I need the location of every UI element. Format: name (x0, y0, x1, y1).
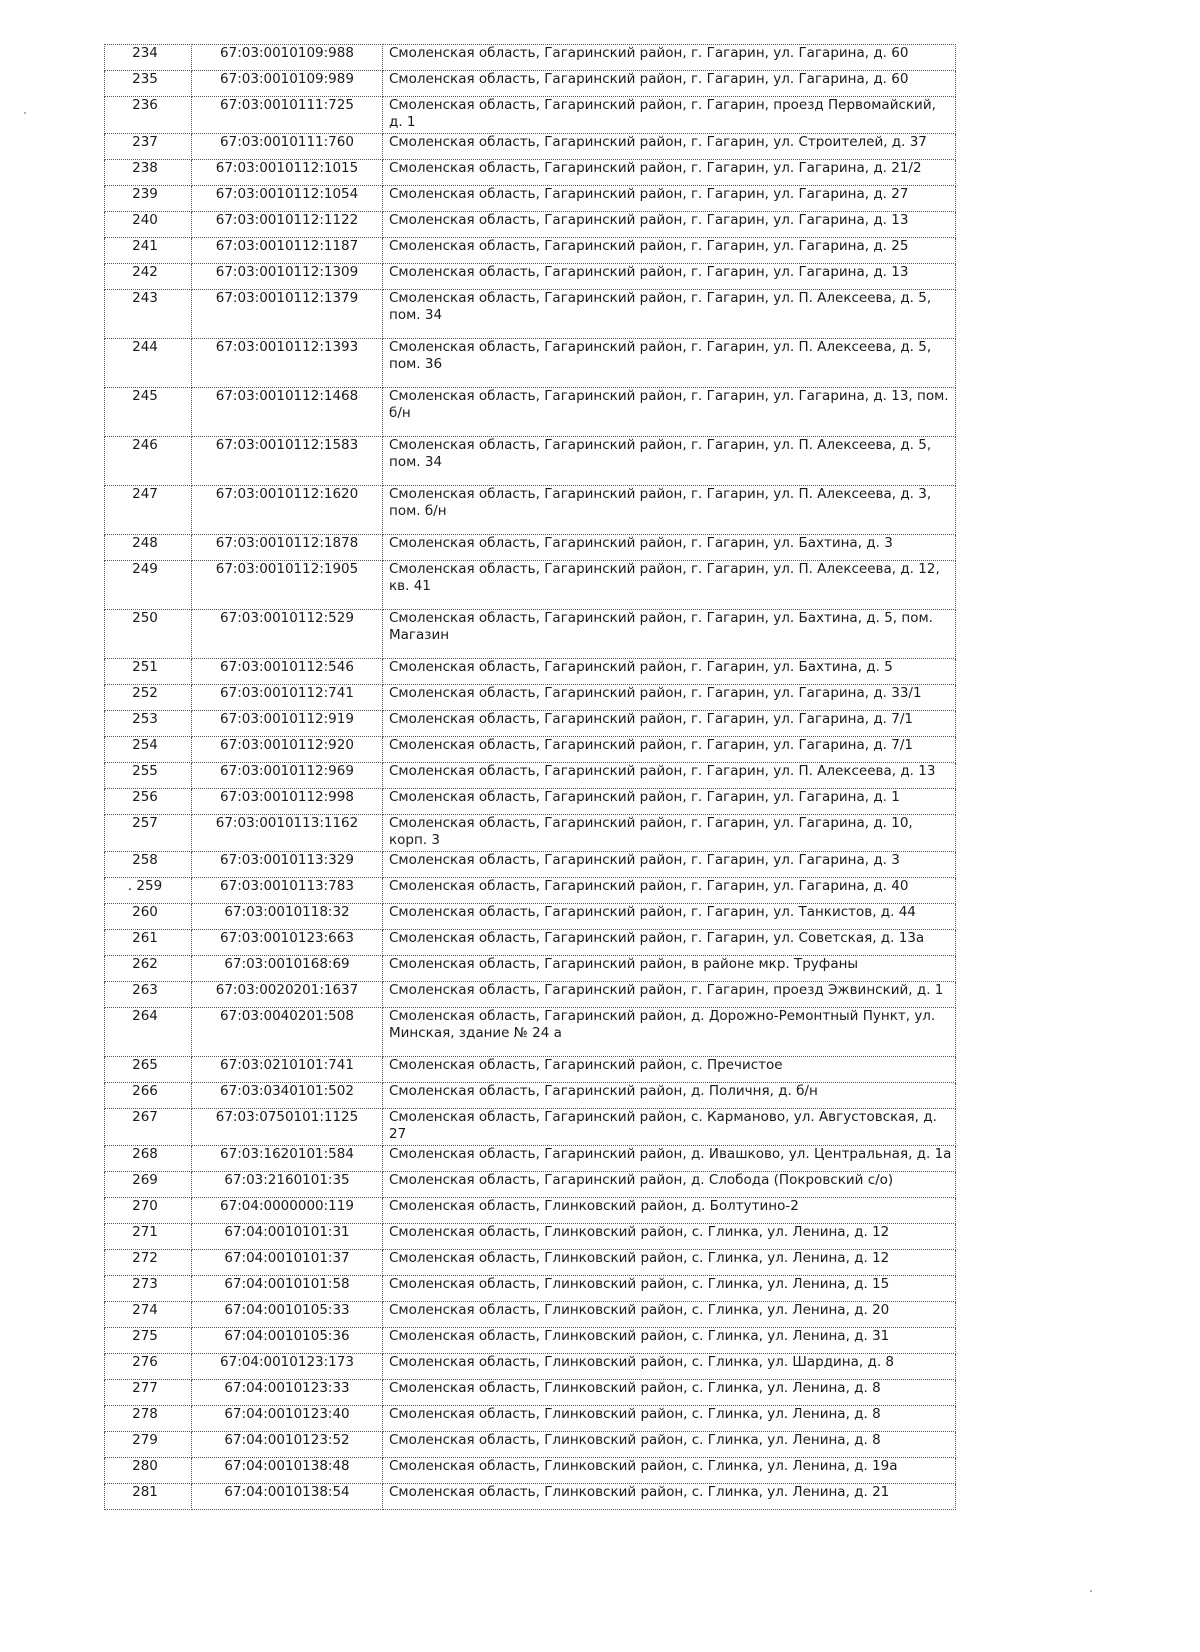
table-row (105, 982, 956, 1008)
table-row (105, 1083, 956, 1109)
cadastral-number-cell: 67:03:0750101:1125 (192, 1109, 383, 1146)
cadastral-number-cell: 67:04:0000000:119 (192, 1198, 383, 1224)
row-number-cell: 262 (105, 956, 192, 982)
cadastral-number-cell: 67:03:1620101:584 (192, 1146, 383, 1172)
row-number-cell: 237 (105, 134, 192, 160)
table-row (105, 1406, 956, 1432)
address-cell: Смоленская область, Гагаринский район, г. Гагарин, проезд Эжвинский, д. 1 (383, 982, 956, 1008)
cadastral-number-cell: 67:03:0010113:329 (192, 852, 383, 878)
address-cell: Смоленская область, Глинковский район, с. Глинка, ул. Ленина, д. 15 (383, 1276, 956, 1302)
table-row (105, 956, 956, 982)
row-number-cell: 239 (105, 186, 192, 212)
row-number-cell: 250 (105, 610, 192, 659)
cadastral-number-cell: 67:03:0010113:1162 (192, 815, 383, 852)
address-cell: Смоленская область, Гагаринский район, г. Гагарин, ул. Гагарина, д. 7/1 (383, 711, 956, 737)
table-row (105, 737, 956, 763)
address-cell: Смоленская область, Гагаринский район, г. Гагарин, ул. П. Алексеева, д. 5, пом. 34 (383, 290, 956, 339)
row-number-cell: 274 (105, 1302, 192, 1328)
cadastral-number-cell: 67:03:0010168:69 (192, 956, 383, 982)
row-number-cell: 257 (105, 815, 192, 852)
table-row (105, 852, 956, 878)
table-row (105, 212, 956, 238)
cadastral-number-cell: 67:03:0010111:725 (192, 97, 383, 134)
table-row (105, 264, 956, 290)
address-cell: Смоленская область, Гагаринский район, г. Гагарин, ул. П. Алексеева, д. 5, пом. 36 (383, 339, 956, 388)
address-cell: Смоленская область, Глинковский район, д. Болтутино-2 (383, 1198, 956, 1224)
address-cell: Смоленская область, Гагаринский район, г. Гагарин, ул. Гагарина, д. 60 (383, 71, 956, 97)
table-row (105, 339, 956, 388)
table-row (105, 1008, 956, 1057)
address-cell: Смоленская область, Глинковский район, с. Глинка, ул. Ленина, д. 31 (383, 1328, 956, 1354)
address-cell: Смоленская область, Гагаринский район, г. Гагарин, проезд Первомайский, д. 1 (383, 97, 956, 134)
row-number-cell: 252 (105, 685, 192, 711)
table-row (105, 1432, 956, 1458)
row-number-cell: 266 (105, 1083, 192, 1109)
cadastral-number-cell: 67:03:0010112:1620 (192, 486, 383, 535)
table-row (105, 561, 956, 610)
address-cell: Смоленская область, Гагаринский район, г. Гагарин, ул. Бахтина, д. 5, пом. Магазин (383, 610, 956, 659)
row-number-cell: 240 (105, 212, 192, 238)
table-row (105, 238, 956, 264)
address-cell: Смоленская область, Гагаринский район, д. Слобода (Покровский с/о) (383, 1172, 956, 1198)
cadastral-number-cell: 67:03:0010112:1309 (192, 264, 383, 290)
table-row (105, 1057, 956, 1083)
cadastral-number-cell: 67:03:0010111:760 (192, 134, 383, 160)
address-cell: Смоленская область, Глинковский район, с. Глинка, ул. Шардина, д. 8 (383, 1354, 956, 1380)
row-number-cell: 275 (105, 1328, 192, 1354)
cadastral-number-cell: 67:04:0010101:31 (192, 1224, 383, 1250)
cadastral-number-cell: 67:04:0010123:52 (192, 1432, 383, 1458)
cadastral-number-cell: 67:03:0020201:1637 (192, 982, 383, 1008)
row-number-cell: 255 (105, 763, 192, 789)
address-cell: Смоленская область, Глинковский район, с. Глинка, ул. Ленина, д. 12 (383, 1224, 956, 1250)
address-cell: Смоленская область, Глинковский район, с. Глинка, ул. Ленина, д. 21 (383, 1484, 956, 1510)
cadastral-number-cell: 67:03:0010112:1393 (192, 339, 383, 388)
address-cell: Смоленская область, Гагаринский район, г. Гагарин, ул. Строителей, д. 37 (383, 134, 956, 160)
table-row (105, 1354, 956, 1380)
row-number-cell: 269 (105, 1172, 192, 1198)
cadastral-number-cell: 67:03:0010112:1878 (192, 535, 383, 561)
cadastral-number-cell: 67:03:0010112:1054 (192, 186, 383, 212)
cadastral-number-cell: 67:03:2160101:35 (192, 1172, 383, 1198)
row-number-cell: 248 (105, 535, 192, 561)
row-number-cell: 234 (105, 45, 192, 71)
row-number-cell: 243 (105, 290, 192, 339)
table-row (105, 1328, 956, 1354)
cadastral-number-cell: 67:03:0010112:919 (192, 711, 383, 737)
cadastral-number-cell: 67:03:0010113:783 (192, 878, 383, 904)
address-cell: Смоленская область, Гагаринский район, д. Поличня, д. б/н (383, 1083, 956, 1109)
cadastral-number-cell: 67:03:0010112:1905 (192, 561, 383, 610)
table-row (105, 904, 956, 930)
scan-speck (24, 112, 26, 114)
cadastral-number-cell: 67:03:0010112:741 (192, 685, 383, 711)
row-number-cell: 254 (105, 737, 192, 763)
cadastral-number-cell: 67:03:0010112:529 (192, 610, 383, 659)
address-cell: Смоленская область, Гагаринский район, г. Гагарин, ул. Гагарина, д. 7/1 (383, 737, 956, 763)
property-table (104, 44, 956, 1510)
table-row (105, 1146, 956, 1172)
table-row (105, 711, 956, 737)
table-row (105, 1484, 956, 1510)
cadastral-number-cell: 67:03:0010112:1015 (192, 160, 383, 186)
address-cell: Смоленская область, Глинковский район, с. Глинка, ул. Ленина, д. 20 (383, 1302, 956, 1328)
row-number-cell: 265 (105, 1057, 192, 1083)
table-row (105, 1458, 956, 1484)
row-number-cell: 263 (105, 982, 192, 1008)
address-cell: Смоленская область, Гагаринский район, г. Гагарин, ул. Гагарина, д. 13 (383, 212, 956, 238)
row-number-cell: 247 (105, 486, 192, 535)
cadastral-number-cell: 67:03:0010112:1468 (192, 388, 383, 437)
table-row (105, 1172, 956, 1198)
cadastral-number-cell: 67:03:0010112:920 (192, 737, 383, 763)
row-number-cell: 277 (105, 1380, 192, 1406)
address-cell: Смоленская область, Гагаринский район, д. Дорожно-Ремонтный Пункт, ул. Минская, здание № 24 а (383, 1008, 956, 1057)
cadastral-number-cell: 67:04:0010101:58 (192, 1276, 383, 1302)
address-cell: Смоленская область, Гагаринский район, г. Гагарин, ул. П. Алексеева, д. 3, пом. б/н (383, 486, 956, 535)
cadastral-number-cell: 67:04:0010123:173 (192, 1354, 383, 1380)
cadastral-number-cell: 67:03:0010112:1379 (192, 290, 383, 339)
table-row (105, 160, 956, 186)
address-cell: Смоленская область, Гагаринский район, г. Гагарин, ул. Гагарина, д. 60 (383, 45, 956, 71)
table-row (105, 610, 956, 659)
address-cell: Смоленская область, Глинковский район, с. Глинка, ул. Ленина, д. 8 (383, 1380, 956, 1406)
address-cell: Смоленская область, Гагаринский район, г. Гагарин, ул. Гагарина, д. 40 (383, 878, 956, 904)
address-cell: Смоленская область, Гагаринский район, г. Гагарин, ул. Бахтина, д. 5 (383, 659, 956, 685)
row-number-cell: 264 (105, 1008, 192, 1057)
row-number-cell: 251 (105, 659, 192, 685)
address-cell: Смоленская область, Гагаринский район, в районе мкр. Труфаны (383, 956, 956, 982)
address-cell: Смоленская область, Глинковский район, с. Глинка, ул. Ленина, д. 12 (383, 1250, 956, 1276)
cadastral-number-cell: 67:04:0010138:54 (192, 1484, 383, 1510)
row-number-cell: 270 (105, 1198, 192, 1224)
row-number-cell: 280 (105, 1458, 192, 1484)
table-row (105, 535, 956, 561)
address-cell: Смоленская область, Гагаринский район, с. Пречистое (383, 1057, 956, 1083)
address-cell: Смоленская область, Глинковский район, с. Глинка, ул. Ленина, д. 8 (383, 1432, 956, 1458)
cadastral-number-cell: 67:03:0340101:502 (192, 1083, 383, 1109)
row-number-cell: 281 (105, 1484, 192, 1510)
cadastral-number-cell: 67:04:0010105:36 (192, 1328, 383, 1354)
row-number-cell: 246 (105, 437, 192, 486)
row-number-cell: 271 (105, 1224, 192, 1250)
address-cell: Смоленская область, Гагаринский район, г. Гагарин, ул. Бахтина, д. 3 (383, 535, 956, 561)
address-cell: Смоленская область, Глинковский район, с. Глинка, ул. Ленина, д. 8 (383, 1406, 956, 1432)
table-row (105, 388, 956, 437)
table-row (105, 659, 956, 685)
row-number-cell: 245 (105, 388, 192, 437)
row-number-cell: 256 (105, 789, 192, 815)
table-row (105, 763, 956, 789)
cadastral-number-cell: 67:03:0210101:741 (192, 1057, 383, 1083)
row-number-cell: . 259 (105, 878, 192, 904)
row-number-cell: 235 (105, 71, 192, 97)
cadastral-number-cell: 67:03:0010112:969 (192, 763, 383, 789)
table-row (105, 1302, 956, 1328)
address-cell: Смоленская область, Гагаринский район, г. Гагарин, ул. Гагарина, д. 21/2 (383, 160, 956, 186)
table-row (105, 1224, 956, 1250)
address-cell: Смоленская область, Гагаринский район, с. Карманово, ул. Августовская, д. 27 (383, 1109, 956, 1146)
cadastral-number-cell: 67:03:0010112:546 (192, 659, 383, 685)
row-number-cell: 279 (105, 1432, 192, 1458)
table-row (105, 290, 956, 339)
address-cell: Смоленская область, Гагаринский район, г. Гагарин, ул. Советская, д. 13а (383, 930, 956, 956)
address-cell: Смоленская область, Гагаринский район, г. Гагарин, ул. Гагарина, д. 10, корп. 3 (383, 815, 956, 852)
table-row (105, 930, 956, 956)
table-row (105, 437, 956, 486)
address-cell: Смоленская область, Гагаринский район, г. Гагарин, ул. Гагарина, д. 13, пом. б/н (383, 388, 956, 437)
address-cell: Смоленская область, Гагаринский район, г. Гагарин, ул. П. Алексеева, д. 12, кв. 41 (383, 561, 956, 610)
table-row (105, 1276, 956, 1302)
table-row (105, 1380, 956, 1406)
scan-speck (1090, 1590, 1092, 1592)
address-cell: Смоленская область, Гагаринский район, г. Гагарин, ул. Гагарина, д. 13 (383, 264, 956, 290)
table-row (105, 134, 956, 160)
table-row (105, 1250, 956, 1276)
cadastral-number-cell: 67:03:0010109:989 (192, 71, 383, 97)
row-number-cell: 236 (105, 97, 192, 134)
row-number-cell: 244 (105, 339, 192, 388)
row-number-cell: 242 (105, 264, 192, 290)
cadastral-number-cell: 67:03:0040201:508 (192, 1008, 383, 1057)
table-row (105, 45, 956, 71)
table-row (105, 186, 956, 212)
cadastral-number-cell: 67:04:0010105:33 (192, 1302, 383, 1328)
row-number-cell: 241 (105, 238, 192, 264)
cadastral-number-cell: 67:04:0010101:37 (192, 1250, 383, 1276)
row-number-cell: 278 (105, 1406, 192, 1432)
table-row (105, 97, 956, 134)
cadastral-number-cell: 67:03:0010118:32 (192, 904, 383, 930)
address-cell: Смоленская область, Гагаринский район, г. Гагарин, ул. Гагарина, д. 27 (383, 186, 956, 212)
row-number-cell: 238 (105, 160, 192, 186)
address-cell: Смоленская область, Гагаринский район, г. Гагарин, ул. П. Алексеева, д. 13 (383, 763, 956, 789)
cadastral-number-cell: 67:04:0010123:40 (192, 1406, 383, 1432)
table-row (105, 1109, 956, 1146)
row-number-cell: 261 (105, 930, 192, 956)
address-cell: Смоленская область, Гагаринский район, г. Гагарин, ул. Гагарина, д. 1 (383, 789, 956, 815)
row-number-cell: 249 (105, 561, 192, 610)
row-number-cell: 272 (105, 1250, 192, 1276)
property-table-body (105, 45, 956, 1510)
cadastral-number-cell: 67:04:0010123:33 (192, 1380, 383, 1406)
row-number-cell: 253 (105, 711, 192, 737)
cadastral-number-cell: 67:03:0010109:988 (192, 45, 383, 71)
table-row (105, 1198, 956, 1224)
address-cell: Смоленская область, Гагаринский район, д. Ивашково, ул. Центральная, д. 1а (383, 1146, 956, 1172)
cadastral-number-cell: 67:04:0010138:48 (192, 1458, 383, 1484)
table-row (105, 815, 956, 852)
address-cell: Смоленская область, Гагаринский район, г. Гагарин, ул. П. Алексеева, д. 5, пом. 34 (383, 437, 956, 486)
cadastral-number-cell: 67:03:0010123:663 (192, 930, 383, 956)
cadastral-number-cell: 67:03:0010112:1187 (192, 238, 383, 264)
table-row (105, 789, 956, 815)
row-number-cell: 267 (105, 1109, 192, 1146)
table-row (105, 71, 956, 97)
cadastral-number-cell: 67:03:0010112:1583 (192, 437, 383, 486)
address-cell: Смоленская область, Гагаринский район, г. Гагарин, ул. Гагарина, д. 3 (383, 852, 956, 878)
address-cell: Смоленская область, Гагаринский район, г. Гагарин, ул. Гагарина, д. 33/1 (383, 685, 956, 711)
table-row (105, 878, 956, 904)
table-row (105, 685, 956, 711)
row-number-cell: 276 (105, 1354, 192, 1380)
row-number-cell: 260 (105, 904, 192, 930)
row-number-cell: 258 (105, 852, 192, 878)
address-cell: Смоленская область, Гагаринский район, г. Гагарин, ул. Танкистов, д. 44 (383, 904, 956, 930)
row-number-cell: 268 (105, 1146, 192, 1172)
cadastral-number-cell: 67:03:0010112:998 (192, 789, 383, 815)
address-cell: Смоленская область, Гагаринский район, г. Гагарин, ул. Гагарина, д. 25 (383, 238, 956, 264)
row-number-cell: 273 (105, 1276, 192, 1302)
cadastral-number-cell: 67:03:0010112:1122 (192, 212, 383, 238)
address-cell: Смоленская область, Глинковский район, с. Глинка, ул. Ленина, д. 19а (383, 1458, 956, 1484)
table-row (105, 486, 956, 535)
